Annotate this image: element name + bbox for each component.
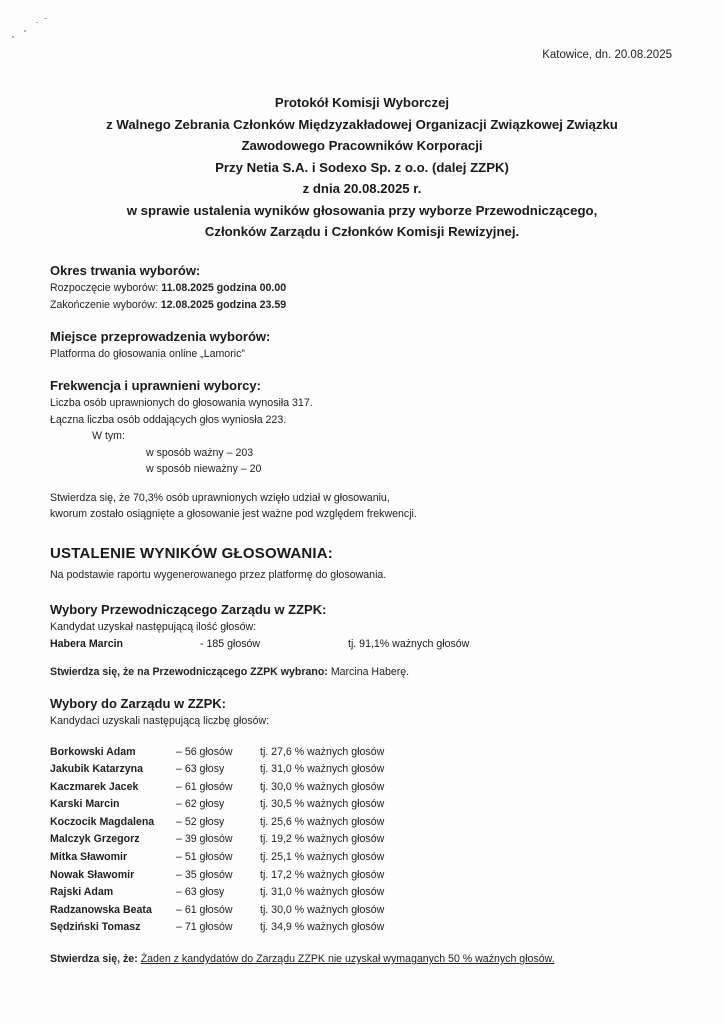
scan-speck xyxy=(36,22,38,23)
conclusion-bold: Stwierdza się, że na Przewodniczącego ZZPK wybrano: xyxy=(50,666,328,678)
candidate-name: Rajski Adam xyxy=(50,886,114,899)
eligible-line: Liczba osób uprawnionych do głosowania wynosiła 317. xyxy=(50,397,313,409)
valid-votes-line: w sposób ważny – 203 xyxy=(146,446,254,459)
results-intro: Na podstawie raportu wygenerowanego przez platformę do głosowania. xyxy=(50,569,387,581)
results-heading: USTALENIE WYNIKÓW GŁOSOWANIA: xyxy=(50,545,334,562)
candidate-votes: – 56 głosów xyxy=(176,745,233,758)
table-row xyxy=(50,902,690,920)
candidate-name: Nowak Sławomir xyxy=(50,868,135,881)
table-row xyxy=(50,919,690,937)
section-results xyxy=(50,544,690,584)
section-duration xyxy=(50,262,690,313)
board-intro: Kandydaci uzyskali następującą liczbę głosów: xyxy=(50,715,270,727)
title-line: Przy Netia S.A. i Sodexo Sp. z o.o. (dalej ZZPK) xyxy=(215,159,509,175)
title-line: Członków Zarządu i Członków Komisji Rewizyjnej. xyxy=(204,224,520,239)
candidate-votes: – 62 głosy xyxy=(176,798,225,811)
candidate-votes: – 39 głosów xyxy=(176,833,233,846)
elected-name: Marcina Haberę. xyxy=(330,666,410,678)
candidate-votes: – 71 głosów xyxy=(176,921,233,934)
candidate-pct: tj. 25,6 % ważnych głosów xyxy=(260,815,385,828)
section-heading: Wybory Przewodniczącego Zarządu w ZZPK: xyxy=(50,602,327,617)
candidate-votes: – 63 głosy xyxy=(176,763,225,776)
scan-speck xyxy=(24,30,26,32)
candidate-name: Malczyk Grzegorz xyxy=(50,833,140,846)
table-row xyxy=(50,796,690,814)
section-heading: Frekwencja i uprawnieni wyborcy: xyxy=(50,378,261,393)
in-that-label: W tym: xyxy=(92,430,125,442)
candidate-pct: tj. 31,0 % ważnych głosów xyxy=(260,886,385,899)
title-line: z Walnego Zebrania Członków Międzyzakładowej Organizacji Związkowej Związku xyxy=(106,116,618,132)
candidate-pct: tj. 19,2 % ważnych głosów xyxy=(260,833,385,846)
chair-conclusion xyxy=(50,664,690,681)
table-row xyxy=(50,849,690,867)
start-line xyxy=(50,280,690,297)
candidate-pct: tj. 91,1% ważnych głosów xyxy=(348,637,470,650)
candidate-name: Borkowski Adam xyxy=(50,745,136,758)
place-date: Katowice, dn. 20.08.2025 xyxy=(542,49,672,61)
section-place xyxy=(50,328,690,363)
chair-intro: Kandydat uzyskał następującą ilość głosów: xyxy=(50,621,257,633)
table-row xyxy=(50,761,690,779)
candidate-pct: tj. 30,0 % ważnych głosów xyxy=(260,780,385,793)
end-value: 12.08.2025 godzina 23.59 xyxy=(160,298,287,311)
section-turnout xyxy=(50,377,690,523)
candidate-name: Karski Marcin xyxy=(50,798,120,811)
conclusion-text: Żaden z kandydatów do Zarządu ZZPK nie uzyskał wymaganych 50 % ważnych głosów. xyxy=(140,953,555,966)
candidate-name: Jakubik Katarzyna xyxy=(50,763,144,776)
title-line: Zawodowego Pracowników Korporacji xyxy=(241,138,483,153)
voters-line: Łączna liczba osób oddających głos wyniosła 223. xyxy=(50,413,287,426)
title-line: w sprawie ustalenia wyników głosowania przy wyborze Przewodniczącego, xyxy=(126,202,598,218)
candidate-votes: – 52 głosy xyxy=(176,815,225,828)
conclusion-bold: Stwierdza się, że: xyxy=(50,953,138,966)
candidate-votes: – 51 głosów xyxy=(176,851,233,864)
scan-speck xyxy=(12,36,14,38)
title-line: Protokół Komisji Wyborczej xyxy=(274,95,450,110)
section-heading: Miejsce przeprowadzenia wyborów: xyxy=(50,329,271,344)
candidate-votes: – 63 głosy xyxy=(176,886,225,899)
candidate-votes: – 35 głosów xyxy=(176,868,233,881)
candidate-pct: tj. 30,5 % ważnych głosów xyxy=(260,798,385,811)
candidate-name: Mitka Sławomir xyxy=(50,851,128,864)
candidate-name: Sędziński Tomasz xyxy=(50,921,141,934)
candidate-pct: tj. 25,1 % ważnych głosów xyxy=(260,851,385,864)
board-conclusion xyxy=(50,951,690,968)
scan-speck xyxy=(44,18,47,19)
candidate-pct: tj. 30,0 % ważnych głosów xyxy=(260,903,385,916)
table-row xyxy=(50,867,690,885)
table-row xyxy=(50,744,690,762)
section-board xyxy=(50,695,690,968)
candidate-votes: - 185 głosów xyxy=(200,637,261,650)
start-label: Rozpoczęcie wyborów: xyxy=(50,282,159,294)
candidate-name: Koczocik Magdalena xyxy=(50,815,155,828)
chair-candidate-row xyxy=(50,636,690,653)
table-row xyxy=(50,779,690,797)
candidate-votes: – 61 głosów xyxy=(176,903,233,916)
start-value: 11.08.2025 godzina 00.00 xyxy=(161,282,287,294)
candidate-pct: tj. 31,0 % ważnych głosów xyxy=(260,763,385,776)
turnout-summary-1: Stwierdza się, że 70,3% osób uprawnionych wzięło udział w głosowaniu, xyxy=(50,491,390,504)
candidate-votes: – 61 głosów xyxy=(176,780,233,793)
end-label: Zakończenie wyborów: xyxy=(50,298,158,311)
candidate-name: Habera Marcin xyxy=(50,637,124,650)
table-row xyxy=(50,814,690,832)
turnout-summary-2: kworum zostało osiągnięte a głosowanie jest ważne pod względem frekwencji. xyxy=(50,508,417,520)
section-heading: Okres trwania wyborów: xyxy=(50,263,201,278)
end-line xyxy=(50,297,690,314)
document-title xyxy=(40,92,684,243)
invalid-votes-line: w sposób nieważny – 20 xyxy=(146,463,262,475)
table-row xyxy=(50,884,690,902)
candidate-name: Radzanowska Beata xyxy=(50,903,152,916)
candidate-name: Kaczmarek Jacek xyxy=(50,780,139,793)
candidate-pct: tj. 27,6 % ważnych głosów xyxy=(260,745,385,758)
title-line: z dnia 20.08.2025 r. xyxy=(302,181,422,196)
section-chair xyxy=(50,601,690,681)
board-candidates-list xyxy=(50,744,690,938)
section-heading: Wybory do Zarządu w ZZPK: xyxy=(50,696,226,711)
candidate-pct: tj. 17,2 % ważnych głosów xyxy=(260,868,385,881)
table-row xyxy=(50,831,690,849)
candidate-pct: tj. 34,9 % ważnych głosów xyxy=(260,921,385,934)
place-text: Platforma do głosowania online „Lamoric” xyxy=(50,348,245,360)
